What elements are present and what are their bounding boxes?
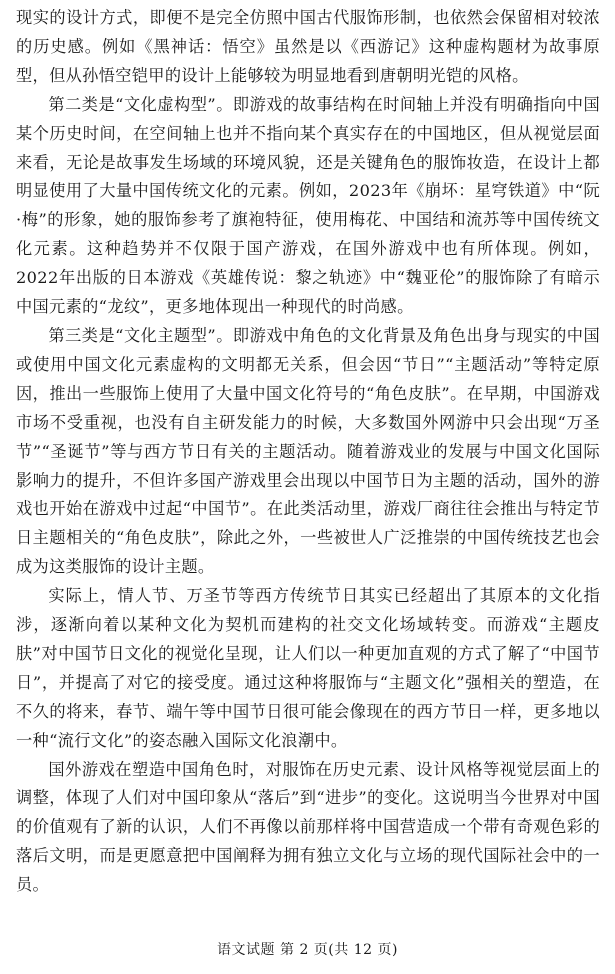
- document-page: [16, 4, 600, 900]
- paragraph-festival-culture: 实际上，情人节、万圣节等西方传统节日其实已经超出了其原本的文化指涉，逐渐向着以某种文化为契机而建构的社交文化场域转变。而游戏“主题皮肤”对中国节日文化的视觉化呈现，让人们以一种更加直观的方式了解了“中国节日”，并提高了对它的接受度。通过这种将服饰与“主题文化”强相关的塑造，在不久的将来，春节、端午等中国节日很可能会像现在的西方节日一样，更多地以一种“流行文化”的姿态融入国际文化浪潮中。: [16, 586, 600, 750]
- paragraph-continuation: 现实的设计方式，即便不是完全仿照中国古代服饰形制，也依然会保留相对较浓的历史感。例如《黑神话：悟空》虽然是以《西游记》这种虚构题材为故事原型，但从孙悟空铠甲的设计上能够较为明显地看到唐朝明光铠的风格。: [16, 8, 600, 85]
- paragraph-conclusion: 国外游戏在塑造中国角色时，对服饰在历史元素、设计风格等视觉层面上的调整，体现了人们对中国印象从“落后”到“进步”的变化。这说明当今世界对中国的价值观有了新的认识，人们不再像以前那样将中国营造成一个带有奇观色彩的落后文明，而是更愿意把中国阐释为拥有独立文化与立场的现代国际社会中的一员。: [16, 759, 600, 895]
- paragraph-category-three: 第三类是“文化主题型”。即游戏中角色的文化背景及角色出身与现实的中国或使用中国文化元素虚构的文明都无关系，但会因“节日”“主题活动”等特定原因，推出一些服饰上使用了大量中国文化符号的“角色皮肤”。在早期，中国游戏市场不受重视，也没有自主研发能力的时候，大多数国外网游中只会出现“万圣节”“圣诞节”等与西方节日有关的主题活动。随着游戏业的发展与中国文化国际影响力的提升，不但许多国产游戏里会出现以中国节日为主题的活动，国外的游戏也开始在游戏中过起“中国节”。在此类活动里，游戏厂商往往会推出与特定节日主题相关的“角色皮肤”，除此之外，一些被世人广泛推崇的中国传统技艺也会成为这类服饰的设计主题。: [16, 325, 600, 577]
- paragraph-category-two: 第二类是“文化虚构型”。即游戏的故事结构在时间轴上并没有明确指向中国某个历史时间，在空间轴上也并不指向某个真实存在的中国地区，但从视觉层面来看，无论是故事发生场域的环境风貌，还是关键角色的服饰妆造，在设计上都明显使用了大量中国传统文化的元素。例如，2023年《崩坏：星穹铁道》中“阮·梅”的形象，她的服饰参考了旗袍特征，使用梅花、中国结和流苏等中国传统文化元素。这种趋势并不仅限于国产游戏，在国外游戏中也有所体现。例如，2022年出版的日本游戏《英雄传说：黎之轨迹》中“魏亚伦”的服饰除了有暗示中国元素的“龙纹”，更多地体现出一种现代的时尚感。: [16, 94, 600, 317]
- page-footer: 语文试题 第 2 页(共 12 页): [217, 942, 398, 958]
